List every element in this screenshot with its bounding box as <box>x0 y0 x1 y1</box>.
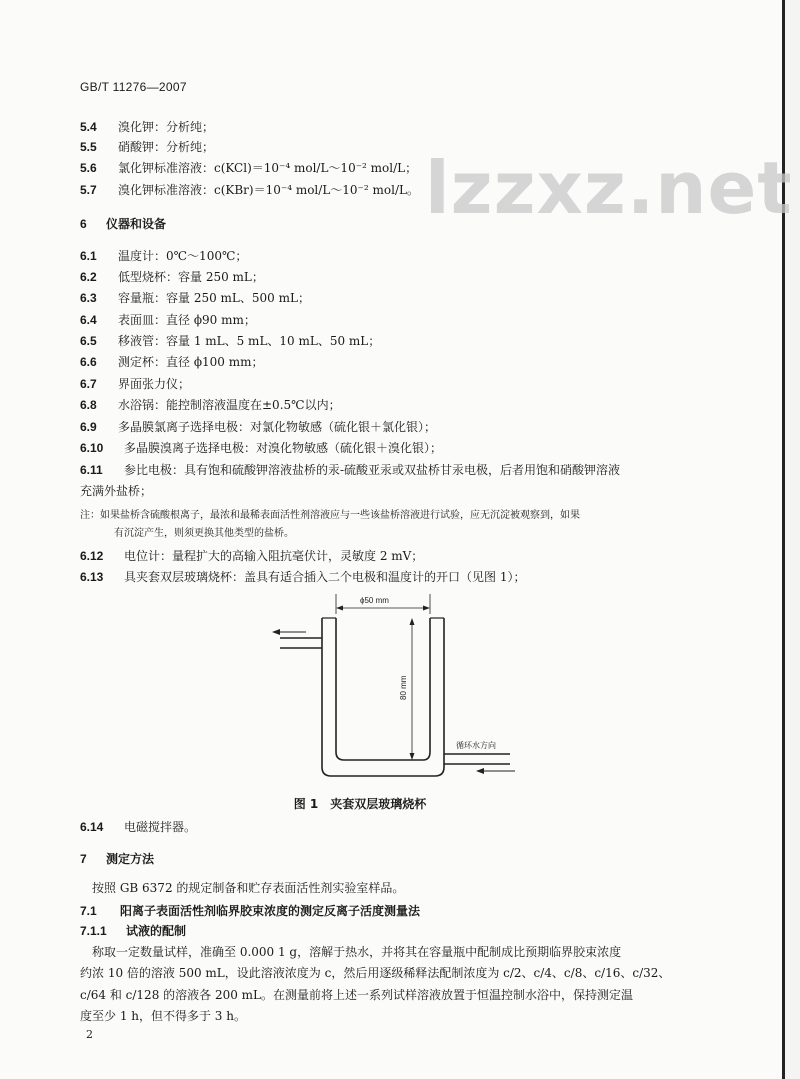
clause-6-11-continuation: 充满外盐桥； <box>80 484 153 498</box>
clause-6-1: 6.1 温度计：0℃～100℃； <box>80 249 248 263</box>
clause-7-1-1-heading: 7.1.1 试液的配制 <box>80 924 187 938</box>
width-dimension-label: ϕ50 mm <box>360 596 389 605</box>
clause-7-1-1-line-2: 约浓 10 倍的溶液 500 mL，设此溶液浓度为 c，然后用逐级稀释法配制浓度为 c/2、c/4、c/8、c/16、c/32、 <box>80 966 671 980</box>
section-6-heading: 6 仪器和设备 <box>80 217 167 231</box>
clause-5-5: 5.5 硝酸钾：分析纯； <box>80 140 215 154</box>
figure-1-caption: 图 1 夹套双层玻璃烧杯 <box>293 797 427 811</box>
note-line-2: 有沉淀产生，则须更换其他类型的盐桥。 <box>114 528 294 539</box>
clause-5-6: 5.6 氯化钾标准溶液：c(KCl)＝10⁻⁴ mol/L～10⁻² mol/L； <box>80 161 418 175</box>
clause-6-11: 6.11 参比电极：具有饱和硫酸钾溶液盐桥的汞-硫酸亚汞或双盐桥甘汞电极，后者用饱和硝酸钾溶液 <box>80 463 621 477</box>
clause-6-3: 6.3 容量瓶：容量 250 mL、500 mL； <box>80 291 310 305</box>
clause-6-14: 6.14 电磁搅拌器。 <box>80 820 197 834</box>
clause-6-8: 6.8 水浴锅：能控制溶液温度在±0.5℃以内； <box>80 398 341 412</box>
clause-6-9: 6.9 多晶膜氯离子选择电极：对氯化物敏感（硫化银＋氯化银）； <box>80 420 437 434</box>
section-7-heading: 7 测定方法 <box>80 852 155 866</box>
clause-6-12: 6.12 电位计：量程扩大的高输入阻抗毫伏计，灵敏度 2 mV； <box>80 549 424 563</box>
clause-6-4: 6.4 表面皿：直径 ϕ90 mm； <box>80 313 256 327</box>
clause-6-2: 6.2 低型烧杯：容量 250 mL； <box>80 270 264 284</box>
clause-7-1-1-line-3: c/64 和 c/128 的溶液各 200 mL。在测量前将上述一系列试样溶液放置于恒温控制水浴中，保持测定温 <box>80 988 634 1002</box>
clause-6-5: 6.5 移液管：容量 1 mL、5 mL、10 mL、50 mL； <box>80 334 381 348</box>
height-dimension-label: 80 mm <box>399 675 408 700</box>
section-7-intro: 按照 GB 6372 的规定制备和贮存表面活性剂实验室样品。 <box>92 881 405 895</box>
clause-7-1-heading: 7.1 阳离子表面活性剂临界胶束浓度的测定反离子活度测量法 <box>80 904 421 918</box>
clause-6-13: 6.13 具夹套双层玻璃烧杯：盖具有适合插入二个电极和温度计的开口（见图 1）； <box>80 570 526 584</box>
clause-6-10: 6.10 多晶膜溴离子选择电极：对溴化物敏感（硫化银＋溴化银）； <box>80 441 443 455</box>
clause-7-1-1-line-4: 度至少 1 h，但不得多于 3 h。 <box>80 1009 246 1023</box>
standard-header: GB/T 11276—2007 <box>80 80 187 94</box>
page-number: 2 <box>86 1028 93 1041</box>
clause-6-7: 6.7 界面张力仪； <box>80 377 191 391</box>
watermark: lzzxz.net <box>425 146 793 230</box>
clause-6-6: 6.6 测定杯：直径 ϕ100 mm； <box>80 355 264 369</box>
jacketed-beaker-diagram <box>270 590 530 790</box>
note-line-1: 注：如果盐桥含硫酸根离子，最浓和最稀表面活性剂溶液应与一些该盐桥溶液进行试验，应无沉淀被观察到，如果 <box>80 510 580 521</box>
clause-5-4: 5.4 溴化钾：分析纯； <box>80 120 215 134</box>
clause-5-7: 5.7 溴化钾标准溶液：c(KBr)＝10⁻⁴ mol/L～10⁻² mol/L。 <box>80 183 419 197</box>
circulating-water-label: 循环水方向 <box>456 741 496 750</box>
clause-7-1-1-line-1: 称取一定数量试样，准确至 0.000 1 g，溶解于热水，并将其在容量瓶中配制成比预期临界胶束浓度 <box>92 945 622 959</box>
